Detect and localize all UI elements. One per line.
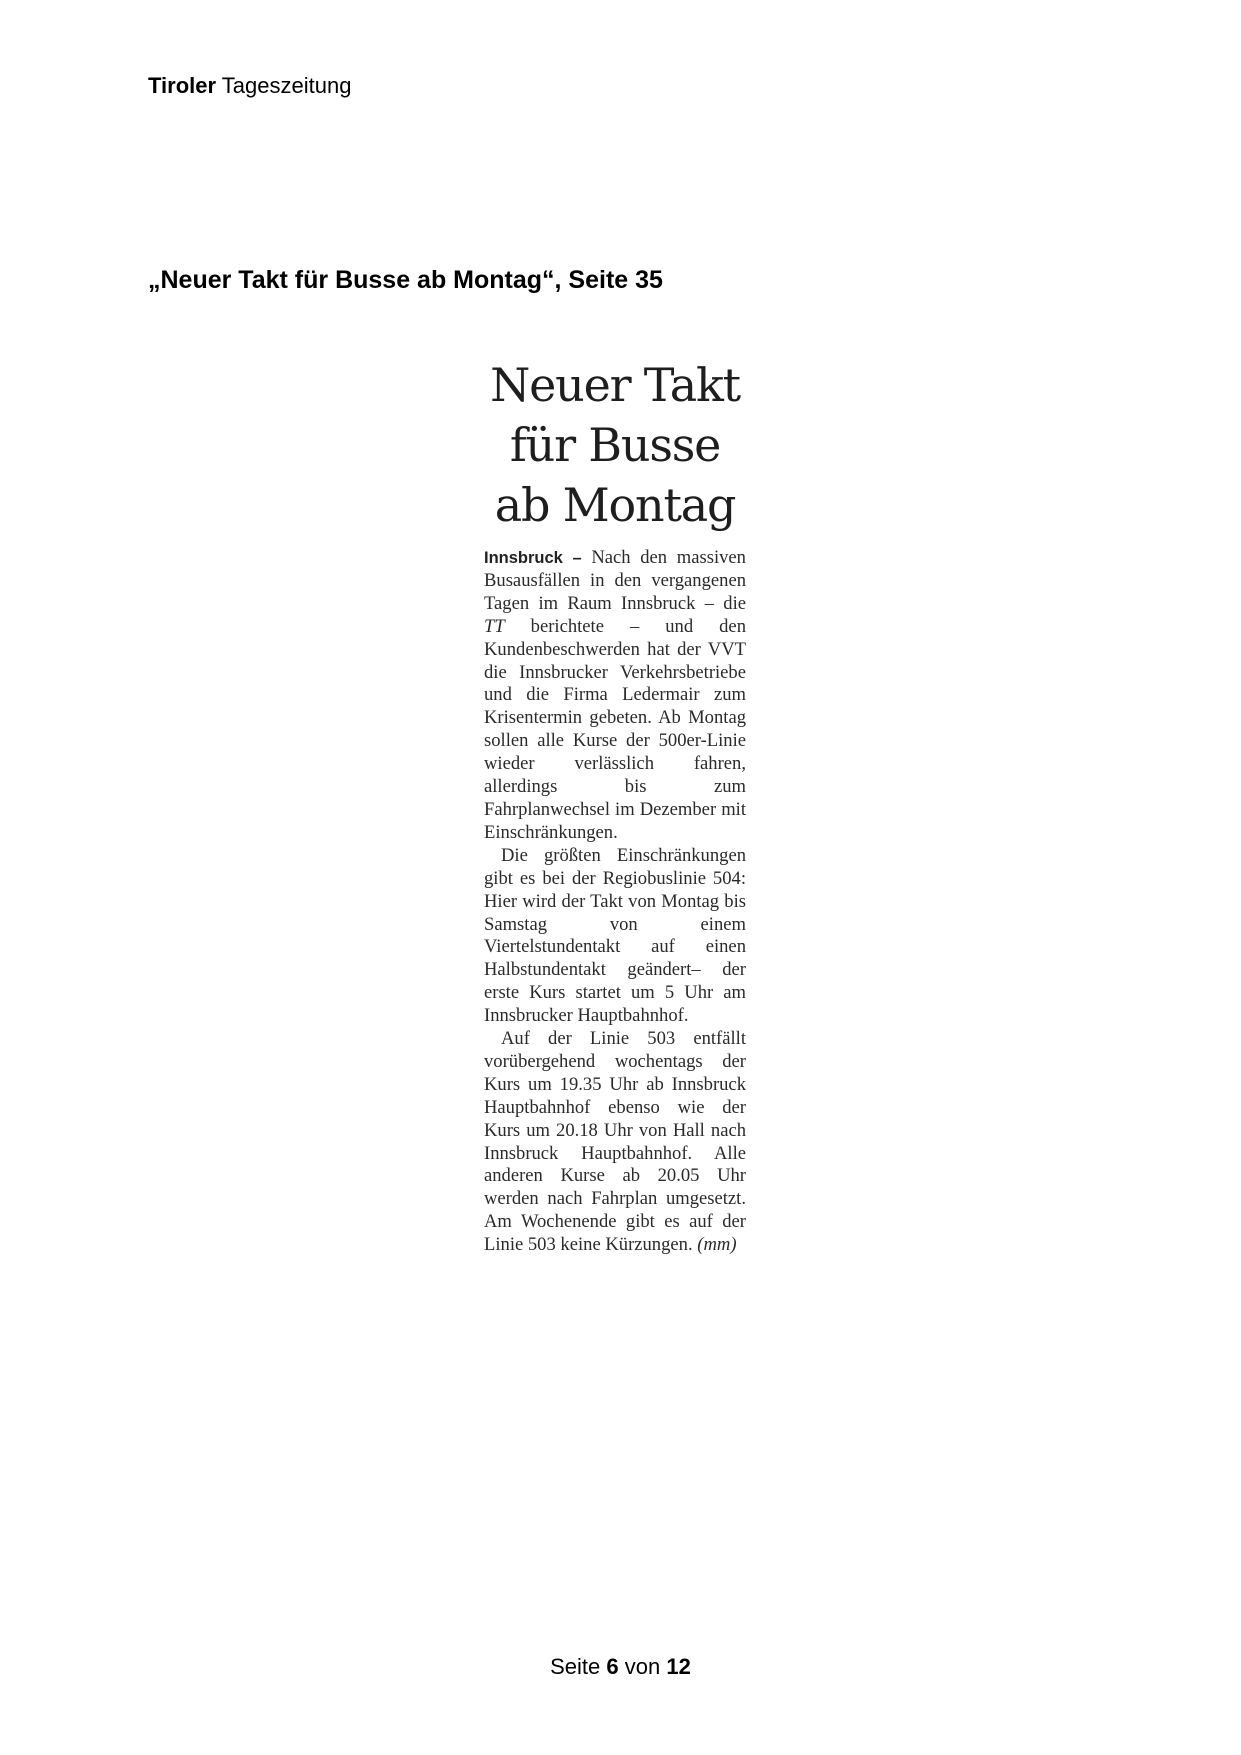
article-paragraph-2: Die größten Einschränkungen gibt es bei der Regiobuslinie 504: Hier wird der Takt von Montag bis Samstag von einem Viertelstundentakt auf einen Halbstundentakt geändert– der erste Kurs startet um 5 Uhr am Innsbrucker Hauptbahnhof.	[484, 844, 746, 1027]
headline-line-3: ab Montag	[494, 478, 736, 532]
current-page: 6	[606, 1654, 619, 1679]
article-headline	[484, 355, 746, 535]
headline-line-2: für Busse	[509, 418, 721, 472]
paragraph-3-text: Auf der Linie 503 entfällt vorübergehend wochentags der Kurs um 19.35 Uhr ab Innsbruck Hauptbahnhof ebenso wie der Kurs um 20.18 Uhr von Hall nach Innsbruck Hauptbahnhof. Alle anderen Kurse ab 20.05 Uhr werden nach Fahrplan umgesetzt. Am Wochenende gibt es auf der Linie 503 keine Kürzungen.	[484, 1028, 746, 1256]
article-reference-title: „Neuer Takt für Busse ab Montag“, Seite 35	[148, 266, 663, 294]
page-label: Seite	[550, 1654, 601, 1679]
page-number	[0, 1653, 1241, 1681]
publication-name-regular: Tageszeitung	[221, 73, 352, 98]
author-initials: (mm)	[697, 1234, 737, 1256]
article-paragraph-1	[484, 547, 746, 845]
newspaper-clipping	[484, 355, 746, 1257]
headline-line-1: Neuer Takt	[490, 358, 740, 412]
dateline: Innsbruck –	[484, 549, 582, 567]
total-pages: 12	[666, 1654, 691, 1679]
paragraph-1-text-a: Nach den massiven Busausfällen in den vergangenen Tagen im Raum Innsbruck – die	[484, 547, 746, 614]
tt-abbreviation: TT	[484, 615, 505, 637]
paragraph-1-text-b: berichtete – und den Kundenbeschwerden hat der VVT die Innsbrucker Verkehrsbetriebe und die Firma Ledermair zum Krisentermin gebeten. Ab Montag sollen alle Kurse der 500er-Linie wieder verlässlich fahren, allerdings bis zum Fahrplanwechsel im Dezember mit Einschränkungen.	[484, 615, 746, 843]
page-of-label: von	[624, 1654, 661, 1679]
article-paragraph-3	[484, 1028, 746, 1257]
publication-name	[148, 72, 351, 100]
publication-name-bold: Tiroler	[148, 73, 217, 98]
article-body	[484, 547, 746, 1257]
